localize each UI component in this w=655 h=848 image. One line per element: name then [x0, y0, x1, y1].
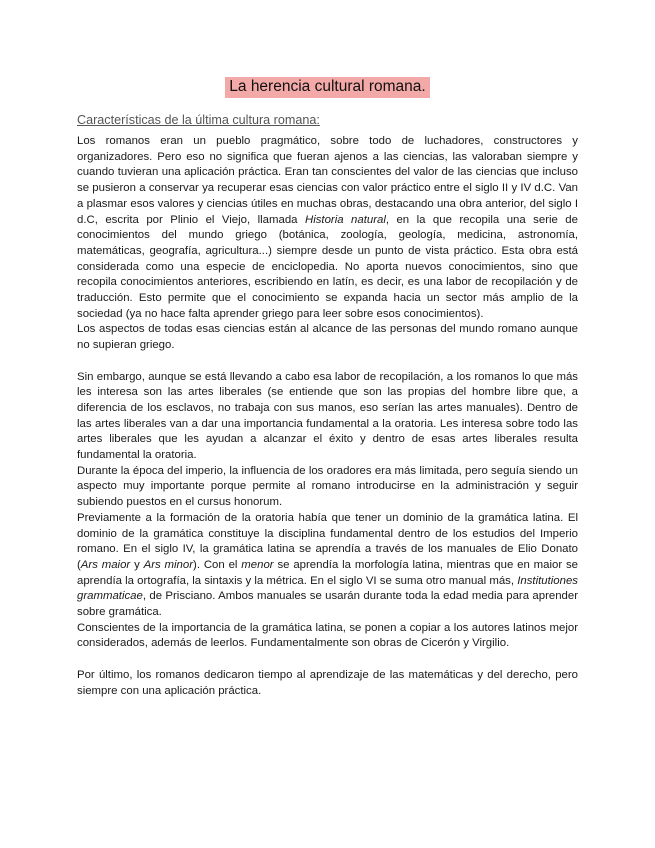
- book-title-ars-minor: Ars minor: [143, 558, 194, 571]
- paragraph-7: Por último, los romanos dedicaron tiempo al aprendizaje de las matemáticas y del derecho, pero siempre con una aplicación práctica.: [77, 668, 578, 697]
- paragraph-1-text-a: Los romanos eran un pueblo pragmático, sobre todo de luchadores, constructores y organizadores. Pero eso no significa que fueran ajenos a las ciencias, las valoraban siempre y cuando tuvieran una aplicación práctica. Eran tan conscientes del valor de las ciencias que incluso se pusieron a conservar ya recuperar esas ciencias con valor práctico entre el siglo II y IV d.C. Van a plasmar esos valores y ciencias útiles en muchas obras, destacando una obra anterior, del siglo I d.C, escrita por Plinio el Viejo, llamada: [77, 135, 578, 226]
- section-subtitle: Características de la última cultura romana:: [77, 113, 320, 127]
- paragraph-4: Durante la época del imperio, la influencia de los oradores era más limitada, pero seguía siendo un aspecto muy importante porque permite al romano introducirse en la administración y seguir subiendo puestos en el cursus honorum.: [77, 464, 578, 509]
- paragraph-5-text-d: se aprendía la morfología latina, mientras que en maior se aprendía la ortografía, la sintaxis y la métrica. En el siglo VI se suma otro manual más,: [77, 558, 578, 587]
- paragraph-5: [77, 511, 578, 621]
- paragraph-3: Sin embargo, aunque se está llevando a cabo esa labor de recopilación, a los romanos lo que más les interesa son las artes liberales (se entiende que son las propias del hombre libre que, a diferencia de los esclavos, no trabaja con sus manos, eso serían las artes manuales). Dentro de las artes liberales van a dar una importancia fundamental a la oratoria. Les interesa sobre todo las artes liberales que les ayudan a alcanzar el éxito y dentro de esas artes liberales resulta fundamental la oratoria.: [77, 370, 578, 462]
- book-title-ars-maior: Ars maior: [80, 558, 131, 571]
- book-title-institutiones: Institutiones grammaticae: [77, 574, 578, 603]
- title-container: [0, 77, 655, 98]
- page-title: La herencia cultural romana.: [225, 77, 429, 98]
- term-menor: menor: [241, 558, 274, 571]
- paragraph-1: [77, 134, 578, 322]
- paragraph-5-text-a: Previamente a la formación de la oratoria había que tener un dominio de la gramática latina. El dominio de la gramática constituye la disciplina fundamental dentro de los estudios del Imperio romano. En el siglo IV, la gramática latina se aprendía a través de los manuales de Elio Donato (: [77, 511, 578, 571]
- paragraph-5-text-c: ). Con el: [193, 558, 242, 571]
- book-title-historia-natural: Historia natural: [304, 213, 386, 226]
- paragraph-5-text-e: , de Prisciano. Ambos manuales se usarán durante toda la edad media para aprender sobre gramática.: [77, 590, 578, 619]
- paragraph-5-text-b: y: [130, 558, 144, 571]
- paragraph-2: Los aspectos de todas esas ciencias están al alcance de las personas del mundo romano aunque no supieran griego.: [77, 323, 578, 352]
- paragraph-6: Conscientes de la importancia de la gramática latina, se ponen a copiar a los autores latinos mejor considerados, además de leerlos. Fundamentalmente son obras de Cicerón y Virgilio.: [77, 621, 578, 650]
- paragraph-1-text-b: , en la que recopila una serie de conocimientos del mundo griego (botánica, zoología, geología, medicina, astronomía, matemáticas, geografía, agricultura...) siempre desde un punto de vista práctico. Esta obra está considerada como una especie de enciclopedia. No aporta nuevos conocimientos, sino que recopila conocimientos anteriores, escribiendo en latín, es decir, es una labor de recopilación y de traducción. Esto permite que el conocimiento se expanda hacia un sector más amplio de la sociedad (ya no hace falta aprender griego para leer sobre esos conocimientos).: [77, 213, 578, 320]
- paragraph-gap: [77, 652, 578, 668]
- document-body: [77, 134, 578, 699]
- paragraph-gap: [77, 354, 578, 370]
